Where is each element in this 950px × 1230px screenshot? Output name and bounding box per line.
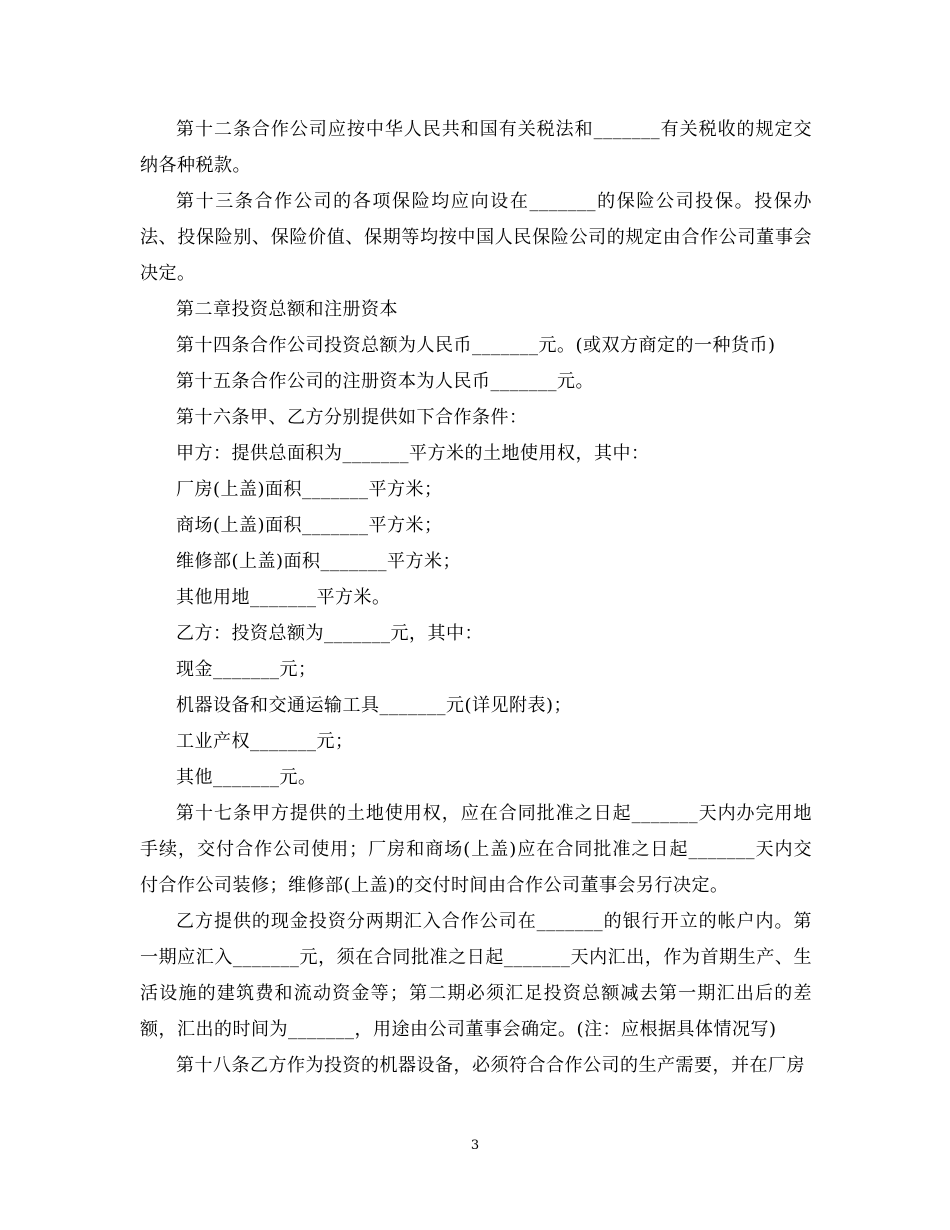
document-body xyxy=(140,112,812,1084)
paragraph-equipment: 机器设备和交通运输工具_______元(详见附表)； xyxy=(176,695,573,716)
paragraph-mall-area: 商场(上盖)面积_______平方米； xyxy=(176,515,443,536)
paragraph-ip: 工业产权_______元； xyxy=(176,731,354,752)
paragraph-article-12: 第十二条合作公司应按中华人民共和国有关税法和_______有关税收的规定交纳各种税款。 xyxy=(140,119,812,176)
paragraph-article-17: 第十七条甲方提供的土地使用权，应在合同批准之日起_______天内办完用地手续，交付合作公司使用；厂房和商场(上盖)应在合同批准之日起_______天内交付合作公司装修；维修部(上盖)的交付时间由合作公司董事会另行决定。 xyxy=(140,803,812,896)
paragraph-factory-area: 厂房(上盖)面积_______平方米； xyxy=(176,479,443,500)
paragraph-cash: 现金_______元； xyxy=(176,659,317,680)
chapter-heading: 第二章投资总额和注册资本 xyxy=(176,299,398,320)
paragraph-party-b: 乙方：投资总额为_______元，其中： xyxy=(176,623,483,644)
paragraph-article-16: 第十六条甲、乙方分别提供如下合作条件： xyxy=(176,407,528,428)
paragraph-article-14: 第十四条合作公司投资总额为人民币_______元。(或双方商定的一种货币) xyxy=(176,335,776,356)
paragraph-other-land: 其他用地_______平方米。 xyxy=(176,587,391,608)
paragraph-article-15: 第十五条合作公司的注册资本为人民币_______元。 xyxy=(176,371,594,392)
paragraph-party-a: 甲方：提供总面积为_______平方米的土地使用权，其中： xyxy=(176,443,650,464)
paragraph-cash-investment: 乙方提供的现金投资分两期汇入合作公司在_______的银行开立的帐户内。第一期应汇入_______元，须在合同批准之日起_______天内汇出，作为首期生产、生活设施的建筑费和流动资金等；第二期必须汇足投资总额减去第一期汇出后的差额，汇出的时间为_______，用途由公司董事会确定。(注：应根据具体情况写) xyxy=(140,911,812,1040)
paragraph-article-18: 第十八条乙方作为投资的机器设备，必须符合合作公司的生产需要，并在厂房 xyxy=(176,1055,805,1076)
page-number: 3 xyxy=(470,1138,480,1153)
paragraph-other: 其他_______元。 xyxy=(176,767,317,788)
paragraph-repair-area: 维修部(上盖)面积_______平方米； xyxy=(176,551,462,572)
paragraph-article-13: 第十三条合作公司的各项保险均应向设在_______的保险公司投保。投保办法、投保险别、保险价值、保期等均按中国人民保险公司的规定由合作公司董事会决定。 xyxy=(140,191,812,284)
